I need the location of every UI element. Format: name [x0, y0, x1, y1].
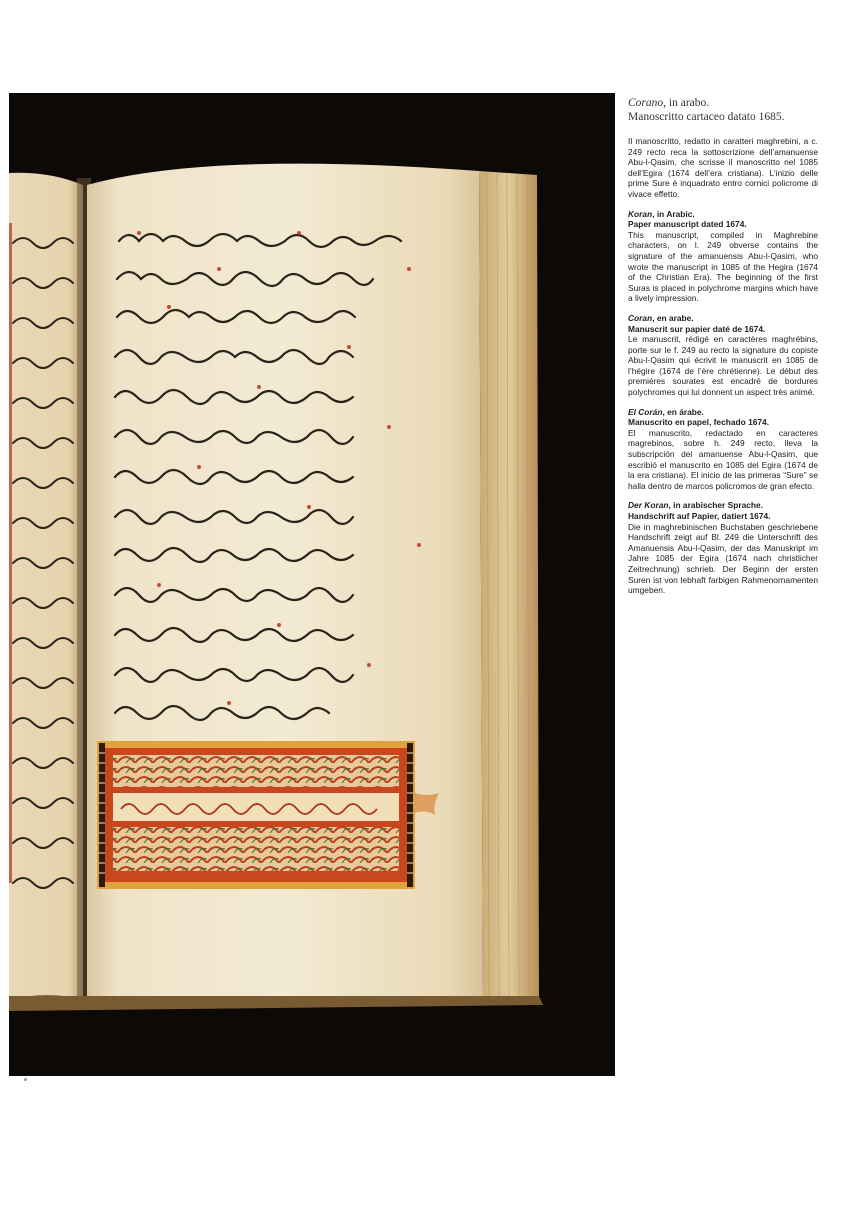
caption-italian [628, 136, 818, 200]
caption-title [628, 96, 818, 124]
caption-block [628, 96, 818, 605]
manuscript-illustration [9, 93, 615, 1076]
caption-german-heading2: Handschrift auf Papier, datiert 1674. [628, 511, 771, 521]
caption-spanish-heading2: Manuscrito en papel, fechado 1674. [628, 417, 770, 428]
caption-german-heading-rest: , in arabischer Sprache. [668, 500, 763, 511]
caption-french-heading-italic: Coran [628, 312, 653, 323]
caption-subtitle: Manoscritto cartaceo datato 1685. [628, 111, 785, 123]
caption-spanish-heading [628, 407, 818, 418]
caption-german-body: Die in maghrebinischen Buchstaben geschriebene Handschrift zeigt auf Bl. 249 die Unterschrift des Amanuensis Abu-l-Qasim, der das Manuskript im Jahre 1085 der Egira (1674 nach christlicher Zeitrechnung) schrieb. Der Beginn der ersten Suren ist von lebhaft farbigen Rahmenornamenten umgeben. [628, 521, 818, 596]
caption-spanish-body: El manuscrito, redactado en caracteres magrebinos, sobre h. 249 recto, lleva la subscripción del amanuense Abu-l-Qasim, que escribió el manuscrito en 1085 del Egira (1674 de la era cristiana). El inicio de las primeras “Sure” se halla dentro de marcos policromos de gran efecto. [628, 427, 818, 491]
caption-english-body: This manuscript, compiled in Maghrebine characters, on l. 249 obverse contains the signature of the amanuensis Abu-l-Qasim, who wrote the manuscript in 1085 of the Hegira (1674 of the Christian Era). The beginning of the first Suras is placed in polychrome margins which have a lively impression. [628, 229, 818, 304]
ornamental-band [97, 741, 439, 889]
caption-spanish [628, 407, 818, 492]
caption-french-heading-rest: , en arabe. [652, 312, 694, 323]
caption-german [628, 500, 818, 595]
caption-english-heading-italic: Koran [628, 208, 653, 219]
caption-french-heading2: Manuscrit sur papier daté de 1674. [628, 323, 766, 334]
caption-german-heading-italic: Der Koran [628, 500, 669, 511]
margin-mark [24, 1078, 27, 1081]
caption-french [628, 313, 818, 398]
caption-italian-body: Il manoscritto, redatto in caratteri maghrebini, a c. 249 recto reca la sottoscrizione dell’amanuense Abu-l-Qasim, che scrisse il manoscritto nel 1085 dell’Egira (1674 dell’era cristiana). L’inizio delle prime Sure è inquadrato entro cornici policrome di vivace effetto. [628, 136, 818, 199]
caption-title-italic: Corano [628, 97, 664, 109]
caption-english-heading2: Paper manuscript dated 1674. [628, 219, 747, 230]
caption-spanish-heading-rest: , en árabe. [662, 406, 704, 417]
manuscript-photo [9, 93, 615, 1076]
caption-title-rest: , in arabo. [663, 97, 710, 109]
caption-french-heading [628, 313, 818, 324]
caption-english-heading [628, 209, 818, 220]
caption-german-heading [628, 500, 818, 511]
caption-french-body: Le manuscrit, rédigé en caractères maghrébins, porte sur le f. 249 au recto la signature du copiste Abu-l-Qasim qui écrivit le manuscrit en 1085 de l’hégire (1674 de l’ère chrétienne). Le début des premières sourates est encadré de bordures polychromes qui lui donnent un aspect très animé. [628, 334, 818, 398]
caption-spanish-heading-italic: El Corán [628, 406, 663, 417]
caption-english-heading-rest: , in Arabic. [652, 208, 695, 219]
caption-english [628, 209, 818, 304]
